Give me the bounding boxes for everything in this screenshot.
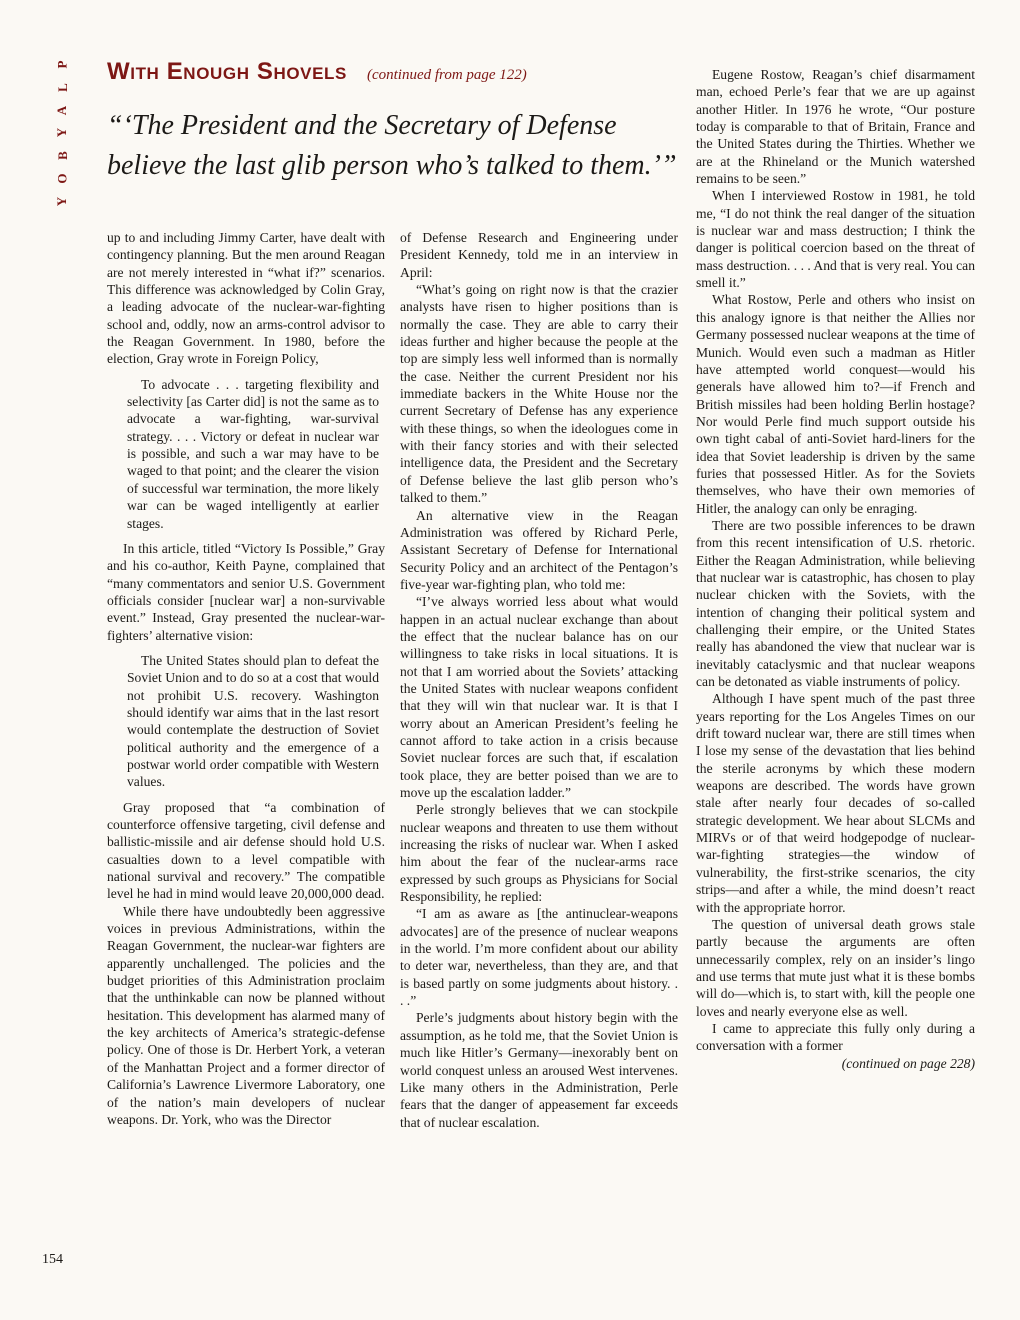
continued-from-note: (continued from page 122): [366, 67, 527, 83]
brand-letter: O: [54, 173, 70, 184]
paragraph: of Defense Research and Engineering under President Kennedy, told me in an interview in April:: [400, 230, 678, 280]
paragraph: I came to appreciate this fully only during a conversation with a former: [696, 1020, 975, 1054]
paragraph: “I’ve always worried less about what would happen in an actual nuclear exchange than about the effect that the nuclear balance has on our willingness to take risks in local situations. It is not that I am worried about the Soviets’ attacking the United States with nuclear weapons confident that they will win that nuclear war. It is that I worry about an American President’s feeling he cannot afford to take action in a crisis because Soviet nuclear forces are such that, if escalation took place, they are better poised than we are to move up the escalation ladder.”: [400, 594, 678, 800]
paragraph: Eugene Rostow, Reagan’s chief disarmament man, echoed Perle’s fear that we are up against another Hitler. In 1976 he wrote, “Our posture today is comparable to that of Britain, France and the United States during the Thirties. Whether we are at the Rhineland or the Munich watershed remains to be seen.”: [696, 67, 975, 187]
paragraph: What Rostow, Perle and others who insist on this analogy ignore is that neither the Allies nor Germany possessed nuclear weapons at the time of Munich. Would even such a madman as Hitler have attempted world conquest—would his generals have allowed him to?—if French and British missiles had been holding Berlin hostage? Nor would Perle find much support outside his own tight cabal of anti-Soviet hard-liners for the idea that Soviet leadership is driven by the same furies that possessed Hitler. As for the Soviets themselves, who have their own memories of Hitler, the analogy can only be enraging.: [696, 292, 975, 516]
brand-letter: L: [54, 82, 70, 92]
paragraph: There are two possible inferences to be drawn from this recent intensification of U.S. rhetoric. Either the Reagan Administration, while believing that nuclear war is catastrophic, has chosen to play nuclear chicken with the Soviets, with the intention of changing their political system and challenging their empire, or the United States really has abandoned the view that nuclear war is inevitably cataclysmic and that nuclear weapons can be detonated as viable instruments of policy.: [696, 517, 975, 690]
brand-letter: A: [54, 105, 70, 115]
magazine-brand-vertical: [50, 58, 74, 208]
brand-letter: P: [54, 60, 70, 69]
paragraph: In this article, titled “Victory Is Possible,” Gray and his co-author, Keith Payne, complained that “many commentators and senior U.S. Government officials consider [nuclear war] a non-survivable event.” Instead, Gray presented the nuclear-war-fighters’ alternative vision:: [107, 540, 385, 643]
paragraph: “What’s going on right now is that the crazier analysts have risen to higher positions than is normally the case. They are able to carry their ideas further and higher because the people at the top are simply less well informed than is normally the case. Neither the current President nor his immediate backers in the White House nor the current Secretary of Defense has any experience with these things, so when the ideologues come in with their fancy stories and with their selected intelligence data, the President and the Secretary of Defense believe the last glib person who’s talked to them.”: [400, 282, 678, 506]
paragraph: Gray proposed that “a combination of counterforce offensive targeting, civil defense and ballistic-missile and air defense should hold U.S. casualties down to a level compatible with national survival and recovery.” The compatible level he had in mind would leave 20,000,000 dead.: [107, 799, 385, 902]
paragraph: up to and including Jimmy Carter, have dealt with contingency planning. But the men around Reagan are not merely interested in “what if?” scenarios. This difference was acknowledged by Colin Gray, a leading advocate of the nuclear-war-fighting school and, oddly, now an arms-control advisor to the Reagan Government. In 1980, before the election, Gray wrote in Foreign Policy,: [107, 230, 385, 367]
paragraph: Although I have spent much of the past three years reporting for the Los Angeles Times on our drift toward nuclear war, there are still times when I lose my sense of the devastation that lies behind the sterile acronyms by which these modern weapons are described. The words have grown stale after nearly four decades of so-called strategic development. We hear about SLCMs and MIRVs or of that weird hodgepodge of nuclear-war-fighting strategies—the window of vulnerability, the first-strike scenarios, the city strips—and after a while, the mind doesn’t react with the appropriate horror.: [696, 691, 975, 915]
block-quote: To advocate . . . targeting flexibility and selectivity [as Carter did] is not the same as to advocate a war-fighting, war-survival strategy. . . . Victory or defeat in nuclear war is possible, and such a war may have to be waged to that point; and the clearer the vision of successful war termination, the more likely war can be waged intelligently at earlier stages.: [127, 376, 379, 531]
brand-letter: Y: [54, 128, 70, 138]
paragraph: Perle’s judgments about history begin with the assumption, as he told me, that the Soviet Union is much like Hitler’s Germany—inexorably bent on world conquest unless an aroused West intervenes. Like many others in the Administration, Perle fears that the danger of appeasement far exceeds that of nuclear escalation.: [400, 1010, 678, 1130]
brand-letter: Y: [54, 196, 70, 207]
title-line: [107, 58, 687, 86]
paragraph: While there have undoubtedly been aggressive voices in previous Administrations, within the Reagan Government, the nuclear-war fighters are apparently unchallenged. The policies and the budget priorities of this Administration proclaim that the unthinkable can now be planned without hesitation. This development has alarmed many of the key architects of America’s strategic-defense policy. One of those is Dr. Herbert York, a veteran of the Manhattan Project and a former director of California’s Lawrence Livermore Laboratory, one of the nation’s main developers of nuclear weapons. Dr. York, who was the Director: [107, 903, 385, 1127]
paragraph: “I am as aware as [the antinuclear-weapons advocates] are of the presence of nuclear weapons in the world. I’m more confident about our ability to deter war, nevertheless, than they are, and that is based partly on some judgments about history. . . .”: [400, 906, 678, 1009]
paragraph: Perle strongly believes that we can stockpile nuclear weapons and threaten to use them without increasing the risks of nuclear war. When I asked him about the fear of the nuclear-arms race expressed by such groups as Physicians for Social Responsibility, he replied:: [400, 802, 678, 905]
paragraph: The question of universal death grows stale partly because the arguments are often unnecessarily complex, rely on an insider’s lingo and use terms that mute just what it is these bombs will do—which is, to start with, kill the people one loves and nearly everyone else as well.: [696, 916, 975, 1019]
article-header: [107, 58, 687, 186]
text-column-1: [107, 229, 385, 1128]
page-number: 154: [42, 1252, 63, 1267]
brand-letter: B: [54, 151, 70, 161]
text-column-3: [696, 66, 975, 1072]
continued-on-note: (continued on page 228): [841, 1055, 975, 1071]
pull-quote: “‘The President and the Secretary of Defense believe the last glib person who’s talked to them.’”: [107, 110, 677, 181]
paragraph: When I interviewed Rostow in 1981, he told me, “I do not think the real danger of the situation is nuclear war and mass destruction; I think the danger is political coercion based on the threat of mass destruction. . . . And that is very real. You can smell it.”: [696, 188, 976, 291]
text-column-2: [400, 229, 678, 1131]
paragraph: An alternative view in the Reagan Administration was offered by Richard Perle, Assistant Secretary of Defense for International Security Policy and an architect of the Pentagon’s five-year war-fighting plan, who told me:: [400, 507, 678, 592]
article-title: With Enough Shovels: [107, 58, 347, 85]
block-quote: The United States should plan to defeat the Soviet Union and to do so at a cost that would not prohibit U.S. recovery. Washington should identify war aims that in the last resort would contemplate the destruction of Soviet political authority and the emergence of a postwar world order compatible with Western values.: [127, 652, 379, 790]
